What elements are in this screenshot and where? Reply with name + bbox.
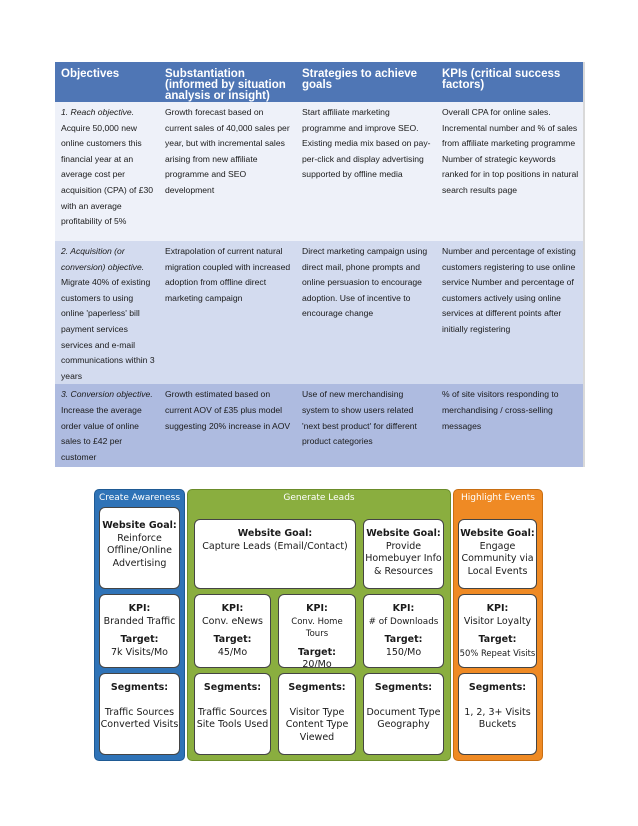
leads-goal-card-2 (363, 519, 444, 589)
leads-kpi-3-text: # of Downloads (368, 616, 439, 627)
header-kpis: KPIs (critical success factors) (436, 62, 583, 102)
leads-kpi-card-3 (363, 594, 444, 668)
objectives-table (55, 62, 583, 467)
kpi-label: KPI: (392, 603, 415, 614)
leads-goal-1-text: Capture Leads (Email/Contact) (202, 540, 348, 552)
segments-label: Segments: (110, 682, 169, 693)
leads-target-3-text: 150/Mo (385, 646, 422, 658)
awareness-goal-card (99, 507, 180, 589)
leads-segments-1-text: Traffic Sources Site Tools Used (196, 706, 269, 730)
header-substantiation: Substantiation (informed by situation analysis or insight) (159, 62, 296, 102)
objective-cell (55, 384, 159, 467)
objective-label: 3. Conversion objective. (61, 389, 153, 400)
awareness-goal-text: Reinforce Offline/Online Advertising (106, 532, 172, 569)
leads-target-1-text: 45/Mo (217, 646, 248, 658)
segments-label: Segments: (203, 682, 262, 693)
target-label: Target: (384, 634, 423, 645)
leads-segments-2-text: Visitor Type Content Type Viewed (285, 706, 349, 743)
awareness-kpi-card (99, 594, 180, 668)
kpi-label: KPI: (486, 603, 509, 614)
target-label: Target: (478, 634, 517, 645)
leads-kpi-1-text: Conv. eNews (202, 615, 263, 627)
create-awareness-group (94, 489, 185, 761)
strategies-cell: Direct marketing campaign using direct mail, phone prompts and online persuasion to encourage adoption. Use of incentive to encourage change (296, 241, 436, 384)
events-goal-card (458, 519, 537, 589)
awareness-kpi-text: Branded Traffic (103, 615, 176, 627)
highlight-events-heading: Highlight Events (461, 493, 535, 503)
awareness-segments-card (99, 673, 180, 755)
segments-label: Segments: (468, 682, 527, 693)
events-segments-card (458, 673, 537, 755)
table-header-row (55, 62, 583, 102)
substantiation-cell: Growth estimated based on current AOV of £35 plus model suggesting 20% increase in AOV (159, 384, 296, 467)
generate-leads-group (187, 489, 451, 761)
leads-segments-card-1 (194, 673, 271, 755)
leads-goal-2-text: Provide Homebuyer Info & Resources (365, 540, 442, 577)
leads-segments-3-text: Document Type Geography (366, 706, 441, 730)
kpis-cell: Number and percentage of existing customers registering to use online service Number and percentage of customers actively using online services at different points after initially registering (436, 241, 583, 384)
table-row (55, 241, 583, 384)
leads-segments-card-3 (363, 673, 444, 755)
objective-label: 2. Acquisition (or conversion) objective. (61, 246, 145, 272)
leads-segments-card-2 (278, 673, 356, 755)
substantiation-cell: Growth forecast based on current sales of 40,000 sales per year, but with incremental sales arising from new affiliate programme and SEO development (159, 102, 296, 241)
events-segments-text: 1, 2, 3+ Visits Buckets (464, 706, 531, 730)
awareness-segments-text: Traffic Sources Converted Visits (100, 706, 179, 730)
segments-label: Segments: (288, 682, 346, 693)
strategies-cell: Start affiliate marketing programme and improve SEO. Existing media mix based on pay-per-click and display advertising supported by offline media (296, 102, 436, 241)
objective-cell (55, 102, 159, 241)
header-objectives: Objectives (55, 62, 159, 102)
kpi-label: KPI: (306, 603, 328, 614)
objective-text: Increase the average order value of online sales to £42 per customer (61, 404, 142, 462)
generate-leads-heading: Generate Leads (283, 493, 355, 503)
segments-label: Segments: (374, 682, 433, 693)
target-label: Target: (120, 634, 159, 645)
events-kpi-card (458, 594, 537, 668)
objective-label: 1. Reach objective. (61, 107, 135, 117)
create-awareness-heading: Create Awareness (98, 493, 181, 503)
events-goal-text: Engage Community via Local Events (461, 540, 534, 577)
table-row (55, 102, 583, 241)
highlight-events-group (453, 489, 543, 761)
goal-label: Website Goal: (102, 520, 177, 531)
goal-label: Website Goal: (460, 528, 535, 539)
objective-text: Acquire 50,000 new online customers this financial year at an average cost per acquisition (CPA) of £30 with an average profitability of 5% (61, 122, 154, 227)
table-edge-divider (583, 62, 585, 467)
target-label: Target: (213, 634, 252, 645)
leads-kpi-card-1 (194, 594, 271, 668)
leads-kpi-2-text: Conv. Home Tours (291, 616, 343, 639)
objective-text: Migrate 40% of existing customers to using online 'paperless' bill payment services services and e-mail communications within 3 years (61, 277, 155, 381)
events-kpi-text: Visitor Loyalty (463, 615, 532, 627)
table-row (55, 384, 583, 467)
kpi-label: KPI: (128, 603, 151, 614)
goal-label: Website Goal: (366, 528, 441, 539)
objective-cell (55, 241, 159, 384)
leads-goal-card-1 (194, 519, 356, 589)
target-label: Target: (298, 646, 336, 658)
events-target-text: 50% Repeat Visits (459, 647, 536, 658)
leads-kpi-card-2 (278, 594, 356, 668)
substantiation-cell: Extrapolation of current natural migration coupled with increased adoption from offline direct marketing campaign (159, 241, 296, 384)
awareness-target-text: 7k Visits/Mo (111, 646, 168, 658)
goal-label: Website Goal: (237, 528, 313, 539)
kpis-cell: Overall CPA for online sales. Incremental number and % of sales from affiliate marketing programme Number of strategic keywords ranked for in top positions in natural search results page (436, 102, 583, 241)
kpis-cell: % of site visitors responding to merchandising / cross-selling messages (436, 384, 583, 467)
header-strategies: Strategies to achieve goals (296, 62, 436, 102)
strategies-cell: Use of new merchandising system to show users related 'next best product' for different product categories (296, 384, 436, 467)
leads-target-2-text: 20/Mo (302, 659, 332, 668)
kpi-label: KPI: (221, 603, 244, 614)
